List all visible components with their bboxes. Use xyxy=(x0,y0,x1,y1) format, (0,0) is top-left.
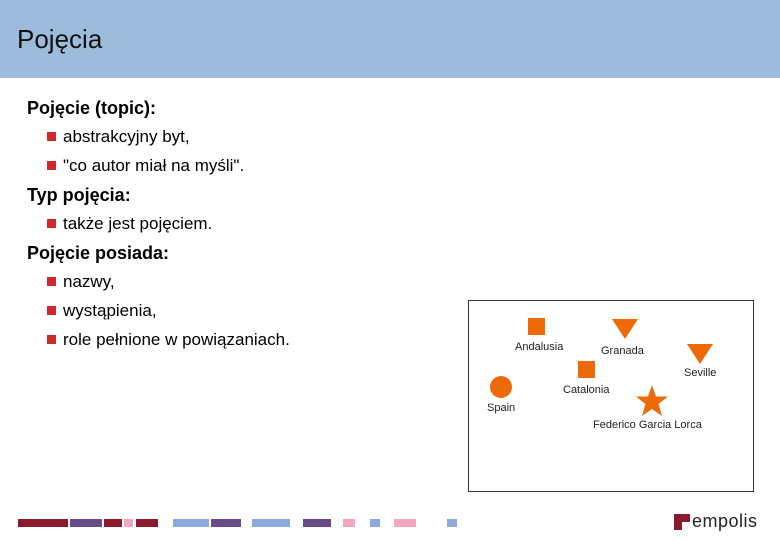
slide-body xyxy=(27,98,467,359)
strip-segment xyxy=(18,519,68,527)
bullet-text: abstrakcyjny byt, xyxy=(63,127,190,146)
triangle-down-icon xyxy=(612,319,638,339)
bullet-square-icon xyxy=(47,132,56,141)
triangle-down-icon xyxy=(687,344,713,364)
bullet-text: nazwy, xyxy=(63,272,115,291)
strip-segment xyxy=(252,519,290,527)
list-item xyxy=(27,156,467,176)
bullet-text: "co autor miał na myśli". xyxy=(63,156,245,175)
empolis-logo xyxy=(674,512,774,532)
strip-segment xyxy=(394,519,416,527)
label-seville: Seville xyxy=(684,367,717,379)
bullet-text: wystąpienia, xyxy=(63,301,157,320)
bullet-square-icon xyxy=(47,161,56,170)
circle-icon xyxy=(490,376,512,398)
strip-segment xyxy=(104,519,122,527)
label-spain: Spain xyxy=(487,402,516,414)
strip-segment xyxy=(211,519,241,527)
label-catalonia: Catalonia xyxy=(563,384,610,396)
logo-text: empolis xyxy=(692,511,758,531)
label-granada: Granada xyxy=(601,345,644,357)
label-andalusia: Andalusia xyxy=(515,341,564,353)
bullet-square-icon xyxy=(47,306,56,315)
list-item xyxy=(27,214,467,234)
strip-segment xyxy=(173,519,209,527)
strip-segment xyxy=(124,519,133,527)
topic-map-diagram xyxy=(468,300,754,492)
heading-topic: Pojęcie (topic): xyxy=(27,98,157,118)
square-icon xyxy=(578,361,595,378)
label-lorca: Federico Garcia Lorca xyxy=(593,419,702,431)
list-item xyxy=(27,330,467,350)
logo-mark-icon xyxy=(674,514,690,530)
strip-segment xyxy=(303,519,331,527)
heading-topic-has: Pojęcie posiada: xyxy=(27,243,170,263)
bullet-text: role pełnione w powiązaniach. xyxy=(63,330,290,349)
list-item xyxy=(27,127,467,147)
bullet-square-icon xyxy=(47,335,56,344)
heading-topic-type: Typ pojęcia: xyxy=(27,185,131,205)
square-icon xyxy=(528,318,545,335)
bullet-square-icon xyxy=(47,219,56,228)
slide-title: Pojęcia xyxy=(17,24,103,54)
bullet-square-icon xyxy=(47,277,56,286)
strip-segment xyxy=(343,519,355,527)
title-bar xyxy=(0,0,780,78)
strip-segment xyxy=(70,519,102,527)
list-item xyxy=(27,301,467,321)
bullet-text: także jest pojęciem. xyxy=(63,214,213,233)
strip-segment xyxy=(370,519,380,527)
star-icon xyxy=(635,384,669,418)
list-item xyxy=(27,272,467,292)
strip-segment xyxy=(447,519,457,527)
strip-segment xyxy=(136,519,158,527)
